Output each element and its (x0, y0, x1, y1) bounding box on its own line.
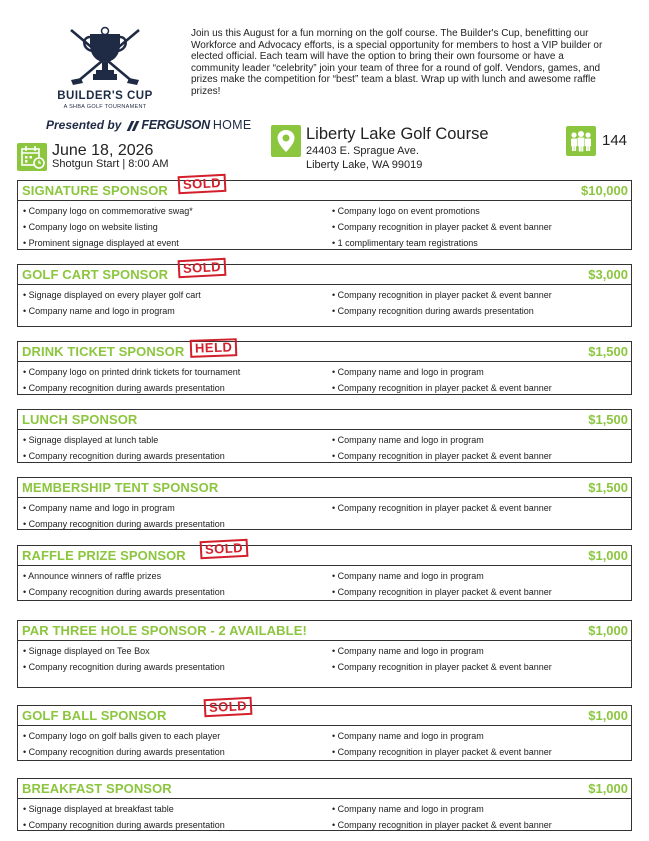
sponsor-price: $3,000 (588, 267, 628, 282)
sponsor-title: GOLF BALL SPONSOR (22, 708, 167, 723)
benefits-column-left (23, 500, 323, 532)
benefit-item: • Company logo on golf balls given to each player (23, 731, 221, 741)
logo-title: BUILDER'S CUP (57, 90, 153, 102)
benefits-column-right (332, 643, 630, 675)
sponsor-tier (17, 540, 632, 601)
benefit-item: • Company recognition in player packet & event banner (332, 820, 552, 830)
benefit-item: • Company logo on commemorative swag* (23, 206, 193, 216)
benefit-item: • Company name and logo in program (332, 435, 484, 445)
venue-name: Liberty Lake Golf Course (306, 125, 489, 143)
benefit-item: • Signage displayed on every player golf cart (23, 290, 201, 300)
venue-address-line1: 24403 E. Sprague Ave. (306, 145, 419, 157)
benefits-column-left (23, 432, 323, 464)
benefit-item: • Company name and logo in program (23, 306, 175, 316)
divider (18, 497, 631, 498)
status-stamp: SOLD (178, 174, 227, 194)
benefit-item: • Signage displayed at breakfast table (23, 804, 174, 814)
status-stamp: SOLD (200, 539, 249, 559)
divider (18, 565, 631, 566)
benefit-item: • Signage displayed on Tee Box (23, 646, 150, 656)
sponsor-title: LUNCH SPONSOR (22, 412, 138, 427)
benefit-item: • Company recognition during awards presentation (332, 306, 534, 316)
benefits-column-right (332, 203, 630, 251)
benefit-item: • Company recognition in player packet & event banner (332, 587, 552, 597)
ferguson-mark-icon (127, 120, 139, 131)
sponsor-title: GOLF CART SPONSOR (22, 267, 169, 282)
benefits-column-left (23, 728, 323, 760)
sponsor-tier (17, 698, 632, 761)
sponsor-title: BREAKFAST SPONSOR (22, 781, 172, 796)
benefit-item: • Company recognition in player packet & event banner (332, 747, 552, 757)
sponsor-price: $1,000 (588, 781, 628, 796)
benefit-item: • Company recognition during awards presentation (23, 519, 225, 529)
status-stamp: HELD (190, 338, 238, 358)
divider (18, 429, 631, 430)
benefits-column-right (332, 432, 630, 464)
people-icon (566, 126, 596, 156)
benefit-item: • Company logo on event promotions (332, 206, 480, 216)
calendar-icon (17, 143, 47, 171)
benefits-column-right (332, 287, 630, 319)
benefits-column-left (23, 287, 323, 319)
builders-cup-logo (40, 24, 180, 116)
sponsor-tier (17, 341, 632, 395)
sponsor-price: $1,500 (588, 480, 628, 495)
benefit-item: • Announce winners of raffle prizes (23, 571, 162, 581)
benefits-column-right (332, 500, 630, 516)
sponsor-price: $1,000 (588, 708, 628, 723)
sponsor-title: PAR THREE HOLE SPONSOR - 2 AVAILABLE! (22, 623, 307, 638)
sponsor-title: MEMBERSHIP TENT SPONSOR (22, 480, 219, 495)
benefit-item: • Company recognition in player packet & event banner (332, 383, 552, 393)
divider (18, 200, 631, 201)
benefit-item: • Prominent signage displayed at event (23, 238, 179, 248)
divider (18, 284, 631, 285)
benefit-item: • Company recognition in player packet & event banner (332, 290, 552, 300)
sponsor-title: RAFFLE PRIZE SPONSOR (22, 548, 186, 563)
sponsor-title: SIGNATURE SPONSOR (22, 183, 168, 198)
sponsor-tier (17, 620, 632, 688)
benefit-item: • 1 complimentary team registrations (332, 238, 478, 248)
benefit-item: • Company recognition in player packet & event banner (332, 222, 552, 232)
presented-by-line (46, 118, 252, 132)
benefits-column-left (23, 643, 323, 675)
benefit-item: • Company recognition during awards presentation (23, 820, 225, 830)
sponsor-price: $1,500 (588, 412, 628, 427)
benefits-column-left (23, 568, 323, 600)
benefit-item: • Company name and logo in program (332, 646, 484, 656)
divider (18, 798, 631, 799)
sponsor-price: $1,000 (588, 548, 628, 563)
ferguson-brand: FERGUSON (141, 118, 210, 132)
benefit-item: • Company name and logo in program (332, 367, 484, 377)
sponsor-tier (17, 778, 632, 831)
trophy-icon (63, 24, 147, 88)
event-date: June 18, 2026 (52, 142, 154, 159)
benefits-column-right (332, 728, 630, 760)
sponsor-price: $10,000 (581, 183, 628, 198)
sponsor-tier (17, 259, 632, 327)
status-stamp: SOLD (178, 258, 227, 278)
location-pin-icon (271, 125, 301, 157)
ferguson-brand-suffix: HOME (212, 118, 252, 132)
benefits-column-left (23, 203, 323, 251)
benefit-item: • Company recognition during awards presentation (23, 587, 225, 597)
venue-address (306, 144, 422, 172)
benefit-item: • Signage displayed at lunch table (23, 435, 159, 445)
benefit-item: • Company name and logo in program (23, 503, 175, 513)
benefit-item: • Company recognition in player packet & event banner (332, 451, 552, 461)
divider (18, 361, 631, 362)
divider (18, 725, 631, 726)
divider (18, 640, 631, 641)
benefit-item: • Company recognition during awards presentation (23, 747, 225, 757)
benefits-column-right (332, 568, 630, 600)
sponsor-price: $1,000 (588, 623, 628, 638)
benefits-column-right (332, 801, 630, 833)
venue-address-line2: Liberty Lake, WA 99019 (306, 159, 423, 171)
benefit-item: • Company name and logo in program (332, 804, 484, 814)
sponsor-title: DRINK TICKET SPONSOR (22, 344, 185, 359)
logo-subtitle: A SHBA GOLF TOURNAMENT (63, 104, 147, 110)
benefits-column-left (23, 364, 323, 396)
sponsor-tier (17, 175, 632, 250)
sponsor-price: $1,500 (588, 344, 628, 359)
benefit-item: • Company logo on website listing (23, 222, 158, 232)
event-start-time: Shotgun Start | 8:00 AM (52, 158, 169, 170)
benefits-column-right (332, 364, 630, 396)
presented-by-label: Presented by (46, 118, 122, 132)
benefit-item: • Company name and logo in program (332, 731, 484, 741)
intro-paragraph: Join us this August for a fun morning on the golf course. The Builder's Cup, benefitting our Workforce and Advocacy efforts, is a special opportunity for members to host a VIP builder or elected official. Each team will have the option to bring their own foursome or have a community leader “celebrity” join your team of three for a round of golf. Vendors, games, and prizes make the competition for “best” team a blast. Wrap up with lunch and awesome raffle prizes! (191, 28, 603, 97)
benefit-item: • Company recognition during awards presentation (23, 383, 225, 393)
benefit-item: • Company recognition during awards presentation (23, 662, 225, 672)
benefits-column-left (23, 801, 323, 833)
benefit-item: • Company logo on printed drink tickets for tournament (23, 367, 241, 377)
status-stamp: SOLD (204, 697, 253, 717)
sponsor-tier (17, 477, 632, 530)
attendee-count: 144 (602, 132, 628, 149)
benefit-item: • Company recognition in player packet & event banner (332, 662, 552, 672)
benefit-item: • Company recognition in player packet & event banner (332, 503, 552, 513)
benefit-item: • Company name and logo in program (332, 571, 484, 581)
benefit-item: • Company recognition during awards presentation (23, 451, 225, 461)
sponsor-tier (17, 409, 632, 463)
